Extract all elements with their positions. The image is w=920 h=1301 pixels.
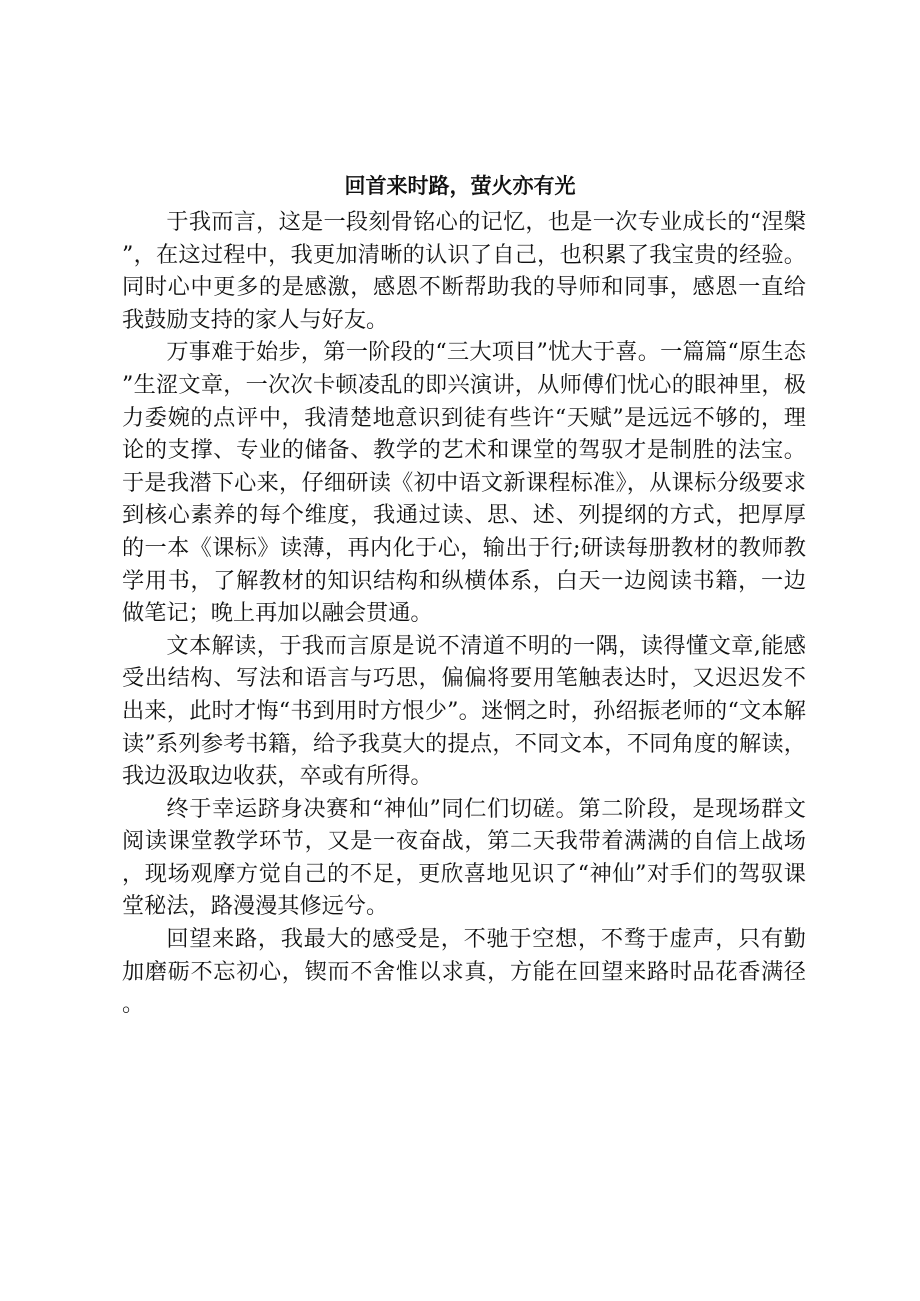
paragraph-4: 终于幸运跻身决赛和“神仙”同仁们切磋。第二阶段，是现场群文阅读课堂教学环节，又是一夜奋战，第二天我带着满满的自信上战场，现场观摩方觉自己的不足，更欣喜地见识了“神仙”对手们的驾驭课堂秘法，路漫漫其修远兮。 xyxy=(122,795,806,920)
paragraph-2: 万事难于始步，第一阶段的“三大项目”忧大于喜。一篇篇“原生态”生涩文章，一次次卡顿凌乱的即兴演讲，从师傅们忧心的眼神里，极力委婉的点评中，我清楚地意识到徒有些许“天赋”是远远不够的，理论的支撑、专业的储备、教学的艺术和课堂的驾驭才是制胜的法宝。于是我潜下心来，仔细研读《初中语文新课程标准》，从课标分级要求到核心素养的每个维度，我通过读、思、述、列提纲的方式，把厚厚的一本《课标》读薄，再内化于心，输出于行;研读每册教材的教师教学用书，了解教材的知识结构和纵横体系，白天一边阅读书籍，一边做笔记；晚上再加以融会贯通。 xyxy=(122,339,806,627)
paragraph-3: 文本解读，于我而言原是说不清道不明的一隅，读得懂文章,能感受出结构、写法和语言与巧思，偏偏将要用笔触表达时，又迟迟发不出来，此时才悔“书到用时方恨少”。迷惘之时，孙绍振老师的“文本解读”系列参考书籍，给予我莫大的提点，不同文本，不同角度的解读，我边汲取边收获，卒或有所得。 xyxy=(122,632,806,790)
paragraph-1: 于我而言，这是一段刻骨铭心的记忆，也是一次专业成长的“涅槃”，在这过程中，我更加清晰的认识了自己，也积累了我宝贵的经验。同时心中更多的是感激，感恩不断帮助我的导师和同事，感恩一直给我鼓励支持的家人与好友。 xyxy=(122,209,806,333)
paragraph-5: 回望来路，我最大的感受是，不驰于空想，不骛于虚声，只有勤加磨砺不忘初心，锲而不舍惟以求真，方能在回望来路时品花香满径。 xyxy=(122,926,806,1018)
document-body xyxy=(122,206,806,1021)
document-title: 回首来时路，萤火亦有光 xyxy=(344,174,576,198)
